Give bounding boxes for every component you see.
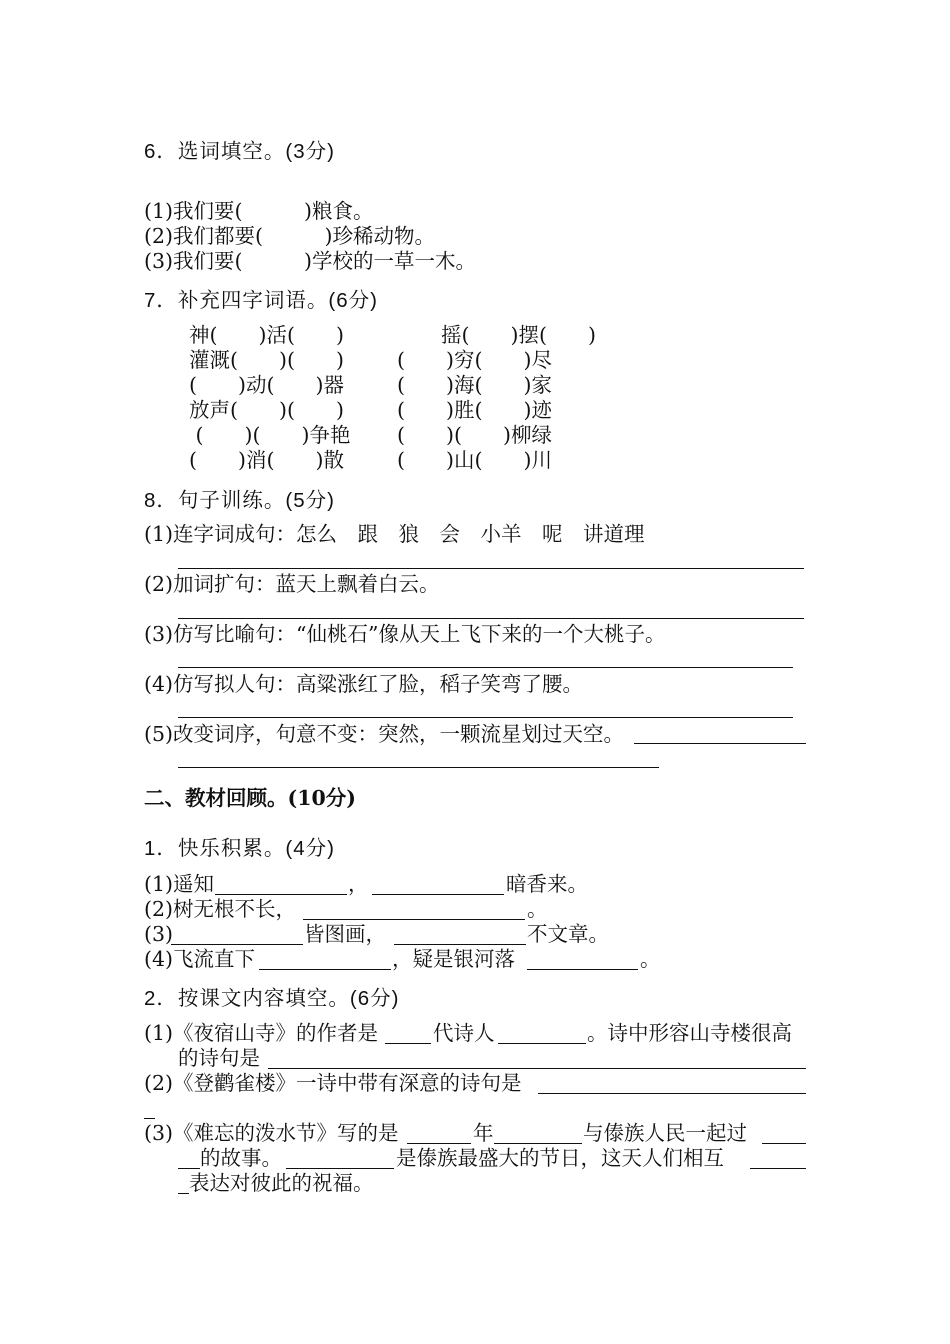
s2-q2-item-3-part-3: 与傣族人民一起过 (583, 1121, 747, 1145)
s2-q1-item-1-part-2: ， (348, 872, 369, 896)
s2-q1-item-3-part-2: 皆图画， (304, 922, 386, 946)
answer-line[interactable] (268, 1068, 806, 1069)
answer-line[interactable] (750, 1168, 806, 1169)
s2-q2-item-3-part-6: 表达对彼此的祝福。 (189, 1171, 374, 1195)
answer-line[interactable] (394, 944, 526, 945)
answer-line[interactable] (259, 969, 391, 970)
q7-right-6: ( )山( )川 (397, 448, 552, 472)
s2-q1-item-2-part-1: (2)树无根不长， (144, 897, 297, 921)
q7-left-6: ( )消( )散 (189, 448, 344, 472)
q7-right-1: 摇( )摆( ) (441, 323, 596, 347)
q6-title: 6．选词填空。(3分) (144, 140, 335, 163)
answer-line[interactable] (215, 894, 347, 895)
answer-line[interactable] (178, 618, 804, 619)
answer-line[interactable] (178, 767, 659, 768)
answer-line[interactable] (762, 1143, 806, 1144)
q8-item-5: (5)改变词序，句意不变：突然，一颗流星划过天空。 (144, 722, 625, 746)
q7-left-1: 神( )活( ) (189, 323, 344, 347)
s2-q2-item-2: (2)《登鹳雀楼》一诗中带有深意的诗句是 (144, 1071, 522, 1095)
q6-item-2: (2)我们都要( )珍稀动物。 (144, 224, 436, 248)
answer-line[interactable] (171, 944, 303, 945)
answer-line[interactable] (527, 969, 638, 970)
answer-line[interactable] (286, 1168, 394, 1169)
q8-item-4: (4)仿写拟人句：高粱涨红了脸，稻子笑弯了腰。 (144, 672, 584, 696)
s2-q1-title: 1．快乐积累。(4分) (144, 837, 335, 860)
s2-q2-item-1-part-2: 代诗人 (433, 1021, 495, 1045)
s2-q1-item-1-part-3: 暗香来。 (506, 872, 588, 896)
q7-right-5: ( )( )柳绿 (397, 423, 552, 447)
answer-line[interactable] (303, 919, 525, 920)
s2-q1-item-1-part-1: (1)遥知 (144, 872, 215, 896)
q7-right-4: ( )胜( )迹 (397, 398, 552, 422)
answer-line[interactable] (144, 1118, 155, 1119)
s2-q1-item-2-part-2: 。 (527, 897, 548, 921)
answer-line[interactable] (538, 1093, 806, 1094)
q8-title: 8．句子训练。(5分) (144, 489, 335, 512)
s2-q2-title: 2．按课文内容填空。(6分) (144, 987, 400, 1010)
s2-q1-item-4-part-2: ，疑是银河落 (392, 947, 515, 971)
q8-item-2: (2)加词扩句：蓝天上飘着白云。 (144, 572, 440, 596)
section-2-title: 二、教材回顾。(10分) (144, 786, 356, 810)
q8-item-3: (3)仿写比喻句：“仙桃石”像从天上飞下来的一个大桃子。 (144, 622, 666, 646)
answer-line[interactable] (178, 667, 793, 668)
answer-line[interactable] (178, 717, 793, 718)
q7-title: 7．补充四字词语。(6分) (144, 289, 378, 312)
s2-q2-item-3-part-1: (3)《难忘的泼水节》写的是 (144, 1121, 399, 1145)
s2-q2-item-1-part-1: (1)《夜宿山寺》的作者是 (144, 1021, 379, 1045)
q7-left-5: ( )( )争艳 (189, 423, 351, 447)
s2-q2-item-3-part-5: 是傣族最盛大的节日，这天人们相互 (396, 1146, 724, 1170)
q7-right-2: ( )穷( )尽 (397, 348, 552, 372)
q7-left-2: 灌溉( )( ) (189, 348, 344, 372)
answer-line[interactable] (178, 568, 804, 569)
answer-line[interactable] (498, 1043, 586, 1044)
q6-item-3: (3)我们要( )学校的一草一木。 (144, 249, 477, 273)
answer-line[interactable] (494, 1143, 582, 1144)
s2-q2-item-3-part-4: 的故事。 (200, 1146, 282, 1170)
q8-item-1: (1)连字词成句：怎么 跟 狼 会 小羊 呢 讲道理 (144, 522, 645, 546)
s2-q1-item-4-part-1: (4)飞流直下 (144, 947, 256, 971)
s2-q1-item-3-part-3: 不文章。 (527, 922, 609, 946)
q7-right-3: ( )海( )家 (397, 373, 552, 397)
s2-q1-item-4-part-3: 。 (640, 947, 661, 971)
q6-item-1: (1)我们要( )粮食。 (144, 199, 374, 223)
answer-line[interactable] (407, 1143, 471, 1144)
s2-q2-item-3-part-2: 年 (473, 1121, 494, 1145)
s2-q1-item-3-part-1: (3) (144, 922, 174, 946)
s2-q2-item-1-part-3: 。诗中形容山寺楼很高 (587, 1021, 792, 1045)
answer-line[interactable] (178, 1168, 200, 1169)
q7-left-3: ( )动( )器 (189, 373, 344, 397)
answer-line[interactable] (385, 1043, 431, 1044)
answer-line[interactable] (634, 743, 806, 744)
s2-q2-item-1-part-4: 的诗句是 (178, 1046, 260, 1070)
answer-line[interactable] (178, 1193, 189, 1194)
q7-left-4: 放声( )( ) (189, 398, 344, 422)
answer-line[interactable] (372, 894, 504, 895)
